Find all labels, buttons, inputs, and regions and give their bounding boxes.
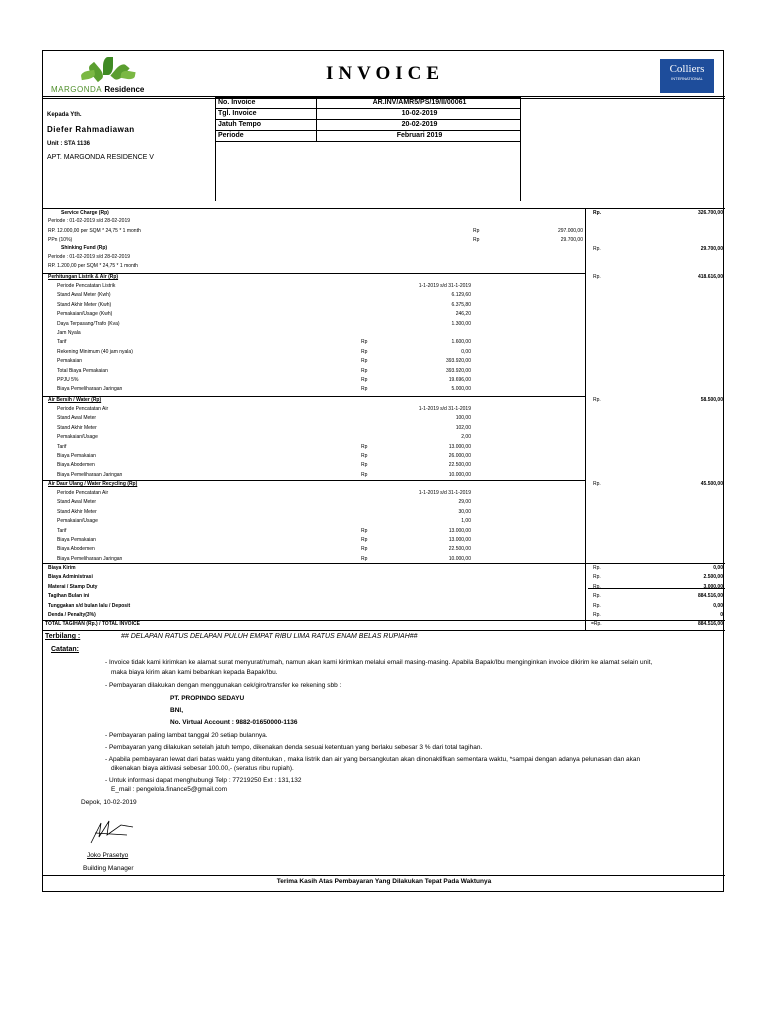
row-value: 393.920,00 [445,358,471,365]
section-title: Air Bersih / Water (Rp) [48,397,102,403]
section-title: Perhitungan Listrik & Air (Rp) [48,274,119,280]
row-label: Daya Terpasang/Trafo (Kva) [57,320,120,327]
signatory-title: Building Manager [83,865,134,872]
row-value: 13.000,00 [448,527,471,534]
currency: Rp. [593,274,601,280]
row-label: Pemakaian/Usage [57,434,98,441]
row-value: 19.696,00 [448,377,471,383]
section-total: 29.700,00 [700,246,723,252]
row-label: Stand Awal Meter (Kwh) [57,292,111,299]
colliers-logo: Colliers INTERNATIONAL [660,59,714,93]
ppn-label: PPn (10%) [48,237,73,243]
summary-value: 0 [720,612,723,618]
row-value: 102,00 [455,424,471,431]
row-value: 1,00 [461,518,471,525]
row-label: Tarif [57,339,67,346]
row-value: 6.375,80 [451,301,471,308]
summary-value: 3.000,00 [703,583,723,590]
row-label: Biaya Pemakaian [57,537,96,543]
summary-value: 0,00 [713,565,723,571]
note-text: - Invoice tidak kami kirimkan ke alamat surat menyurat/rumah, namun akan kami kirimkan melalui email masing-masing. Apabila Bapak/Ibu menginginkan invoice dikirim ke alamat selain unit, [105,659,653,666]
row-label: Rekening Minimum (40 jam nyala) [57,348,133,355]
info-label: No. Invoice [218,99,256,106]
info-label: Jatuh Tempo [218,121,262,128]
row-label: Pemakaian [57,358,83,365]
row-value: 10.000,00 [448,471,471,478]
margonda-logo [51,55,201,97]
section-total: 45.500,00 [700,481,723,487]
row-value: 1-1-2019 s/d 31-1-2019 [418,406,471,412]
section-total: 326.700,00 [697,210,723,216]
section-title: Shinking Fund (Rp) [61,245,108,251]
rate-text: RP. 1.200,00 per SQM * 24,75 * 1 month [48,263,138,269]
section-title: Service Charge (Rp) [61,210,109,216]
row-value: 6.129,60 [451,292,471,299]
leaf-icon [120,70,135,80]
summary-label: Biaya Kirim [48,565,76,571]
note-text: - Pembayaran dilakukan dengan menggunakan cek/giro/transfer ke rekening sbb : [105,682,342,689]
leaf-icon [80,70,95,80]
row-currency: Rp [361,339,368,346]
row-currency: Rp [361,462,368,469]
row-value: 100,00 [455,415,471,422]
notes-title: Catatan: [51,646,80,653]
row-currency: Rp [361,367,368,374]
row-currency: Rp [361,471,368,478]
row-currency: Rp [361,443,368,450]
row-value: 2,00 [461,434,471,441]
summary-label: Tunggakan s/d bulan lalu / Deposit [48,602,131,609]
summary-value: 2.500,00 [703,574,723,581]
row-currency: Rp [361,358,368,365]
unit-number: Unit : STA 1136 [47,141,91,147]
row-value: 1.600,00 [451,339,471,346]
summary-label: Materai / Stamp Duty [48,583,98,590]
customer-name: Diefer Rahmadiawan [47,125,135,134]
row-label: Biaya Pemeliharaan Jaringan [57,386,123,393]
summary-currency: Rp. [593,565,601,571]
row-value: 22.500,00 [448,462,471,469]
summary-currency: Rp. [593,612,601,618]
row-value: 0,00 [461,348,471,355]
row-label: PPJU 5% [57,377,79,383]
note-text: - Pembayaran yang dilakukan setelah jatuh tempo, dikenakan denda sesuai ketentuan yang berlaku sebesar 3 % dari total tagihan. [105,744,483,751]
row-value: 393.920,00 [445,367,471,374]
row-label: Biaya Pemakaian [57,453,96,459]
row-value: 30,00 [458,508,471,515]
note-text: E_mail : pengelola.finance5@gmail.com [111,786,228,793]
section-title: Air Daur Ulang / Water Recycling (Rp) [48,481,138,487]
row-currency: Rp [361,377,368,383]
row-label: Periode Pencatatan Listrik [57,283,116,289]
section-total: 58.500,00 [700,397,723,403]
currency: Rp. [593,210,602,216]
row-value: 22.500,00 [448,546,471,553]
row-currency: Rp [361,527,368,534]
row-label: Stand Awal Meter [57,499,97,506]
row-currency: Rp [361,386,368,393]
row-label: Total Biaya Pemakaian [57,367,108,374]
summary-label: Biaya Administrasi [48,574,93,581]
summary-value: 0,00 [713,602,723,609]
currency: Rp [473,228,480,234]
row-label: Stand Akhir Meter [57,424,97,431]
row-label: Stand Akhir Meter (Kwh) [57,301,112,308]
row-label: Tarif [57,443,67,450]
row-label: Periode Pencatatan Air [57,490,109,496]
row-label: Stand Akhir Meter [57,508,97,515]
terbilang-text: ## DELAPAN RATUS DELAPAN PULUH EMPAT RIBU LIMA RATUS ENAM BELAS RUPIAH## [121,633,418,640]
row-label: Biaya Abodemen [57,546,95,553]
summary-label: Denda / Penalty(3%) [48,612,96,618]
row-currency: Rp [361,453,368,459]
amount: 29.700,00 [560,237,583,243]
signature-mark [87,813,137,847]
row-label: Pemakaian/Usage (Kwh) [57,311,113,318]
virtual-account: No. Virtual Account : 9882-01650000-1136 [170,719,298,726]
row-value: 29,00 [458,499,471,506]
row-value: 5.000,00 [451,386,471,393]
summary-currency: Rp. [593,574,601,581]
amount: 297.000,00 [557,228,583,234]
row-label: Tarif [57,527,67,534]
grand-total-value: 884.516,00 [697,621,723,627]
rate-text: RP. 12.000,00 per SQM * 24,75 * 1 month [48,228,141,234]
brand-suffix: Residence [104,85,145,94]
currency: =Rp. [591,621,602,627]
row-currency: Rp [361,546,368,553]
summary-currency: Rp. [593,593,601,600]
bank-name: BNI, [170,707,183,714]
invoice-title: INVOICE [326,63,445,84]
row-value: 1-1-2019 s/d 31-1-2019 [418,490,471,496]
currency: Rp. [593,246,601,252]
brand-name: MARGONDA [51,85,103,94]
info-label: Tgl. Invoice [218,110,257,117]
period-text: Periode : 01-02-2019 s/d 28-02-2019 [48,218,131,224]
info-value: 10-02-2019 [401,110,438,117]
note-text: dikenakan biaya aktivasi sebesar 100.00,- (seratus ribu rupiah). [111,765,294,772]
row-value: 246,20 [455,311,471,318]
note-text: maka biaya kirim akan kami bebankan kepada Bapak/Ibu. [111,669,278,676]
to-label: Kepada Yth. [47,112,82,118]
row-value: 1.300,00 [451,320,471,327]
info-value: 20-02-2019 [401,121,438,128]
row-value: 26.000,00 [448,453,471,459]
currency: Rp. [593,397,601,403]
signatory-name: Joko Prasetyo [87,852,129,859]
row-label: Stand Awal Meter [57,415,97,422]
row-label: Jam Nyala [57,330,81,336]
note-text: - Untuk informasi dapat menghubungi Telp : 77219250 Ext : 131,132 [105,777,302,784]
row-currency: Rp [361,537,368,543]
row-value: 13.000,00 [448,537,471,543]
footer-note: Terima Kasih Atas Pembayaran Yang Dilakukan Tepat Pada Waktunya [276,878,492,885]
row-label: Biaya Pemeliharaan Jaringan [57,471,123,478]
row-label: Pemakaian/Usage [57,518,98,525]
row-value: 10.000,00 [448,555,471,562]
row-value: 13.000,00 [448,443,471,450]
period-text: Periode : 01-02-2019 s/d 28-02-2019 [48,254,131,260]
summary-currency: Rp. [593,583,601,590]
summary-currency: Rp. [593,602,601,609]
payee-name: PT. PROPINDO SEDAYU [170,695,245,702]
summary-label: Tagihan Bulan ini [48,593,90,600]
place-date: Depok, 10-02-2019 [81,799,137,806]
row-label: Biaya Pemeliharaan Jaringan [57,555,123,562]
row-value: 1-1-2019 s/d 31-1-2019 [418,283,471,289]
note-text: - Apabila pembayaran lewat dari batas waktu yang ditentukan , maka listrik dan air yang bersangkutan akan dinonaktifkan sementara waktu, *sampai dengan adanya pelunasan dan akan [105,756,641,763]
building-name: APT. MARGONDA RESIDENCE V [47,154,154,161]
summary-value: 884.516,00 [697,593,723,600]
section-total: 418.616,00 [697,274,723,280]
info-value: AR.INV/AMR5/PS/19/II/00061 [372,99,467,106]
row-label: Biaya Abodemen [57,462,95,469]
row-currency: Rp [361,348,368,355]
info-label: Periode [218,132,244,139]
currency: Rp [473,237,480,243]
row-label: Periode Pencatatan Air [57,406,109,412]
note-text: - Pembayaran paling lambat tanggal 20 setiap bulannya. [105,732,268,739]
info-value: Februari 2019 [396,132,443,139]
terbilang-label: Terbilang : [45,633,81,640]
currency: Rp. [593,481,601,487]
row-currency: Rp [361,555,368,562]
grand-total-label: TOTAL TAGIHAN (Rp.) / TOTAL INVOICE [45,621,140,627]
invoice-page [42,50,724,892]
